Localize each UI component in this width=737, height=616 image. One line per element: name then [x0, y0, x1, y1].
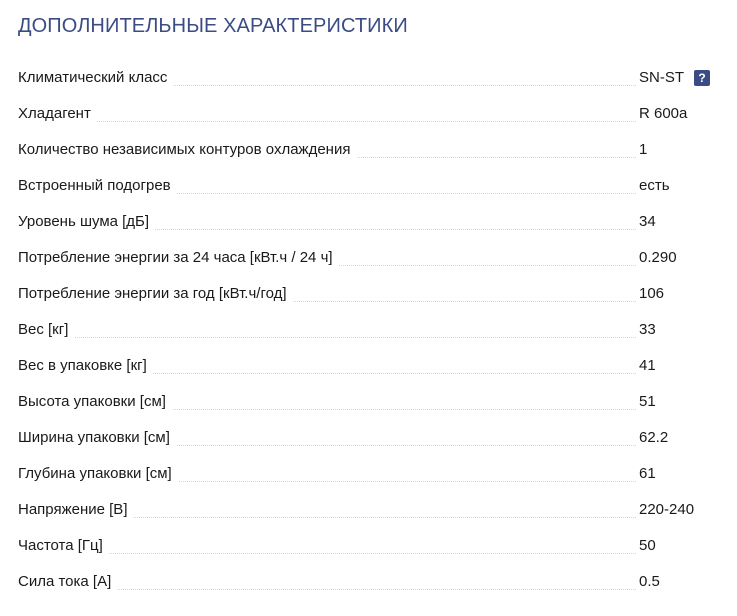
spec-row	[18, 420, 718, 456]
spec-value: 51	[639, 393, 656, 410]
dotted-leader	[18, 553, 636, 554]
spec-value: 62.2	[639, 429, 669, 446]
spec-label: Встроенный подогрев	[18, 177, 177, 194]
spec-row	[18, 276, 718, 312]
spec-row	[18, 132, 718, 168]
spec-value: 34	[639, 213, 656, 230]
dotted-leader	[18, 121, 636, 122]
spec-row	[18, 456, 718, 492]
spec-label: Уровень шума [дБ]	[18, 213, 155, 230]
spec-row	[18, 204, 718, 240]
spec-row	[18, 384, 718, 420]
spec-value: 50	[639, 537, 656, 554]
spec-value: 41	[639, 357, 656, 374]
spec-value: 0.5	[639, 573, 660, 590]
spec-row	[18, 492, 718, 528]
spec-value: 220-240	[639, 501, 695, 518]
spec-value: R 600a	[639, 105, 688, 122]
spec-row	[18, 528, 718, 564]
spec-label: Количество независимых контуров охлаждения	[18, 141, 356, 158]
spec-label: Вес [кг]	[18, 321, 74, 338]
section-title: ДОПОЛНИТЕЛЬНЫЕ ХАРАКТЕРИСТИКИ	[18, 15, 408, 37]
spec-label: Сила тока [А]	[18, 573, 117, 590]
spec-label: Хладагент	[18, 105, 97, 122]
spec-label: Частота [Гц]	[18, 537, 109, 554]
spec-list	[18, 60, 718, 600]
spec-row	[18, 240, 718, 276]
spec-row	[18, 312, 718, 348]
spec-row	[18, 96, 718, 132]
spec-value: 1	[639, 141, 648, 158]
spec-value	[639, 69, 710, 86]
help-icon[interactable]: ?	[694, 70, 710, 86]
spec-value: 33	[639, 321, 656, 338]
spec-label: Высота упаковки [см]	[18, 393, 172, 410]
spec-label: Вес в упаковке [кг]	[18, 357, 153, 374]
spec-label: Ширина упаковки [см]	[18, 429, 176, 446]
spec-label: Глубина упаковки [см]	[18, 465, 178, 482]
spec-value-text: SN-ST	[639, 69, 684, 86]
spec-label: Потребление энергии за год [кВт.ч/год]	[18, 285, 293, 302]
spec-value: есть	[639, 177, 670, 194]
spec-label: Напряжение [В]	[18, 501, 133, 518]
spec-label: Климатический класс	[18, 69, 173, 86]
spec-value: 61	[639, 465, 656, 482]
spec-row	[18, 168, 718, 204]
spec-row	[18, 60, 718, 96]
spec-row	[18, 564, 718, 600]
spec-value: 106	[639, 285, 665, 302]
dotted-leader	[18, 337, 636, 338]
spec-label: Потребление энергии за 24 часа [кВт.ч / 24 ч]	[18, 249, 339, 266]
spec-row	[18, 348, 718, 384]
spec-value: 0.290	[639, 249, 677, 266]
